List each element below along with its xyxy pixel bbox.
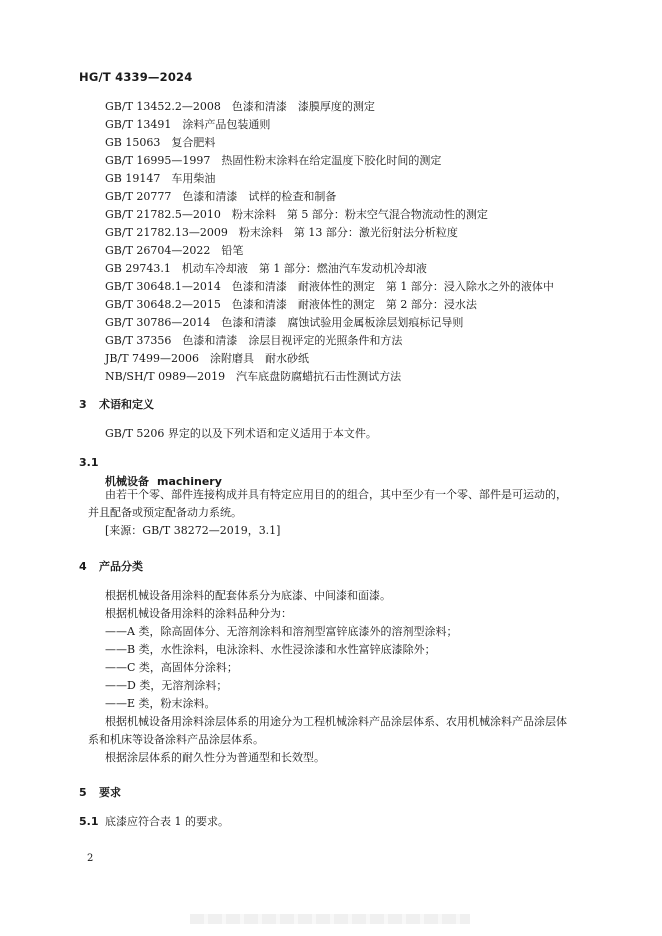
section-title: 要求: [99, 786, 121, 799]
paragraph: 系和机床等设备涂料产品涂层体系。: [88, 733, 264, 746]
paragraph: 根据涂层体系的耐久性分为普通型和长效型。: [105, 751, 325, 764]
section-title: 产品分类: [99, 560, 143, 573]
list-item: ——C 类，高固体分涂料；: [105, 661, 238, 674]
term-number: 3.1: [79, 456, 99, 469]
normative-references-list: [105, 98, 554, 386]
section-3-intro: GB/T 5206 界定的以及下列术语和定义适用于本文件。: [105, 427, 377, 440]
paragraph: 根据机械设备用涂料的涂料品种分为：: [105, 607, 292, 620]
section-number: 4: [79, 560, 87, 573]
subsection-text: 底漆应符合表 1 的要求。: [105, 815, 229, 828]
term-definition-line: 并且配备或预定配备动力系统。: [88, 506, 242, 519]
paragraph: 根据机械设备用涂料涂层体系的用途分为工程机械涂料产品涂层体系、农用机械涂料产品涂层体: [105, 715, 567, 728]
reference-item: JB/T 7499—2006 涂附磨具 耐水砂纸: [105, 352, 310, 365]
reference-item: GB/T 13452.2—2008 色漆和清漆 漆膜厚度的测定: [105, 100, 375, 113]
term-source: [来源：GB/T 38272—2019，3.1]: [105, 524, 281, 537]
page-number: 2: [87, 853, 94, 864]
list-item: ——B 类，水性涂料，电泳涂料、水性浸涂漆和水性富锌底漆除外；: [105, 643, 436, 656]
term-english: machinery: [157, 475, 222, 488]
paragraph: 根据机械设备用涂料的配套体系分为底漆、中间漆和面漆。: [105, 589, 391, 602]
list-item: ——D 类，无溶剂涂料；: [105, 679, 228, 692]
reference-item: GB/T 13491 涂料产品包装通则: [105, 118, 271, 131]
reference-item: NB/SH/T 0989—2019 汽车底盘防腐蜡抗石击性测试方法: [105, 370, 402, 383]
footer-watermark: [190, 914, 470, 924]
reference-item: GB/T 26704—2022 铅笔: [105, 244, 244, 257]
section-3-heading: [79, 396, 154, 412]
document-code: HG/T 4339—2024: [79, 70, 193, 84]
reference-item: GB/T 20777 色漆和清漆 试样的检查和制备: [105, 190, 337, 203]
section-5-heading: [79, 784, 121, 800]
reference-item: GB/T 21782.13—2009 粉末涂料 第 13 部分：激光衍射法分析粒度: [105, 226, 458, 239]
section-number: 3: [79, 398, 87, 411]
list-item: ——A 类，除高固体分、无溶剂涂料和溶剂型富锌底漆外的溶剂型涂料；: [105, 625, 458, 638]
section-title: 术语和定义: [99, 398, 154, 411]
reference-item: GB/T 37356 色漆和清漆 涂层目视评定的光照条件和方法: [105, 334, 403, 347]
reference-item: GB/T 30648.2—2015 色漆和清漆 耐液体性的测定 第 2 部分：浸水法: [105, 298, 477, 311]
reference-item: GB/T 30648.1—2014 色漆和清漆 耐液体性的测定 第 1 部分：浸入除水之外的液体中: [105, 280, 554, 293]
list-item: ——E 类，粉末涂料。: [105, 697, 216, 710]
reference-item: GB 15063 复合肥料: [105, 136, 216, 149]
reference-item: GB 29743.1 机动车冷却液 第 1 部分：燃油汽车发动机冷却液: [105, 262, 427, 275]
term-definition-line: 由若干个零、部件连接构成并具有特定应用目的的组合，其中至少有一个零、部件是可运动的，: [105, 488, 567, 501]
reference-item: GB/T 16995—1997 热固性粉末涂料在给定温度下胶化时间的测定: [105, 154, 442, 167]
term-chinese: 机械设备: [105, 475, 149, 488]
section-number: 5: [79, 786, 87, 799]
subsection-5-1: [79, 813, 229, 831]
reference-item: GB 19147 车用柴油: [105, 172, 216, 185]
section-4-heading: [79, 558, 143, 574]
reference-item: GB/T 21782.5—2010 粉末涂料 第 5 部分：粉末空气混合物流动性的测定: [105, 208, 488, 221]
reference-item: GB/T 30786—2014 色漆和清漆 腐蚀试验用金属板涂层划痕标记导则: [105, 316, 464, 329]
subsection-number: 5.1: [79, 815, 99, 828]
